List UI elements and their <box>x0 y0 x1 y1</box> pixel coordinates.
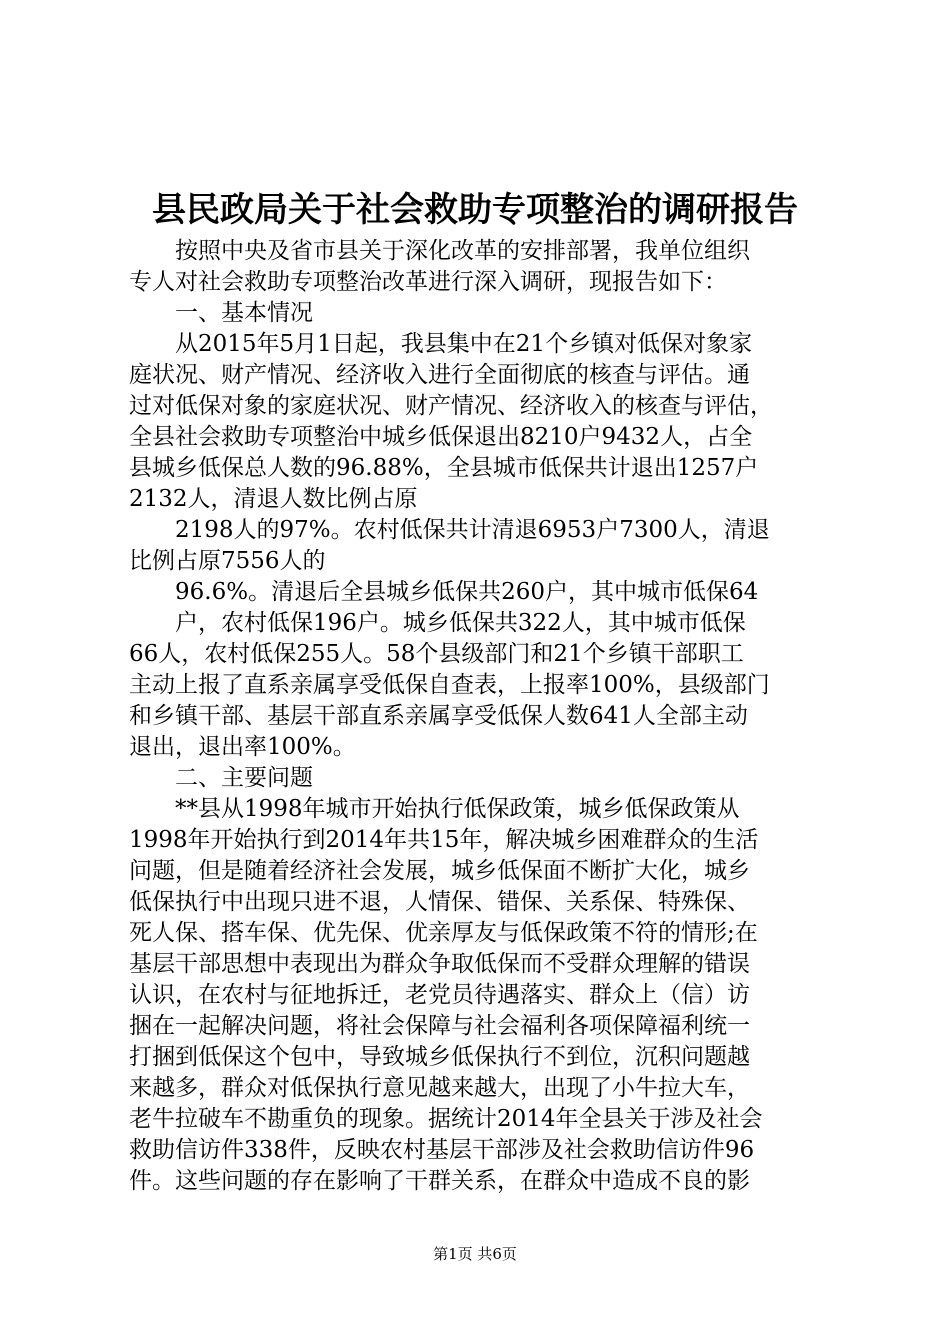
text-line: 打捆到低保这个包中，导致城乡低保执行不到位，沉积问题越 <box>129 1044 750 1070</box>
text-line: 死人保、搭车保、优先保、优亲厚友与低保政策不符的情形;在 <box>129 920 758 946</box>
text-line: 捆在一起解决问题，将社会保障与社会福利各项保障福利统一 <box>129 1013 750 1039</box>
text-line: 66人，农村低保255人。58个县级部门和21个乡镇干部职工 <box>129 641 744 667</box>
text-line: 救助信访件338件，反映农村基层干部涉及社会救助信访件96 <box>129 1137 755 1163</box>
text-line: 主动上报了直系亲属享受低保自查表，上报率100%，县级部门 <box>129 672 770 698</box>
document-body <box>129 236 829 1197</box>
text-line: 件。这些问题的存在影响了干群关系，在群众中造成不良的影 <box>129 1168 750 1194</box>
text-line: 基层干部思想中表现出为群众争取低保而不受群众理解的错误 <box>129 951 750 977</box>
text-line: 2132人，清退人数比例占原 <box>129 486 418 512</box>
text-line: 比例占原7556人的 <box>129 548 326 574</box>
text-line: 2198人的97%。农村低保共计清退6953户7300人，清退 <box>129 517 770 543</box>
text-line: 认识，在农村与征地拆迁，老党员待遇落实、群众上（信）访 <box>129 982 750 1008</box>
page-number: 第1页 共6页 <box>433 1245 517 1263</box>
text-line: 和乡镇干部、基层干部直系亲属享受低保人数641人全部主动 <box>129 703 748 729</box>
section-heading: 二、主要问题 <box>129 765 313 791</box>
text-line: 过对低保对象的家庭状况、财产情况、经济收入的核查与评估， <box>129 393 773 419</box>
text-line: 庭状况、财产情况、经济收入进行全面彻底的核查与评估。通 <box>129 362 750 388</box>
document-title: 县民政局关于社会救助专项整治的调研报告 <box>152 190 798 230</box>
section-heading: 一、基本情况 <box>129 300 313 326</box>
text-line: **县从1998年城市开始执行低保政策，城乡低保政策从 <box>129 796 740 822</box>
text-line: 专人对社会救助专项整治改革进行深入调研，现报告如下： <box>129 269 727 295</box>
text-line: 退出，退出率100%。 <box>129 734 356 760</box>
text-line: 问题，但是随着经济社会发展，城乡低保面不断扩大化，城乡 <box>129 858 750 884</box>
text-line: 老牛拉破车不勘重负的现象。据统计2014年全县关于涉及社会 <box>129 1106 763 1132</box>
text-line: 从2015年5月1日起，我县集中在21个乡镇对低保对象家 <box>129 331 753 357</box>
text-line: 户，农村低保196户。城乡低保共322人，其中城市低保 <box>129 610 746 636</box>
text-line: 来越多，群众对低保执行意见越来越大，出现了小牛拉大车， <box>129 1075 750 1101</box>
text-line: 县城乡低保总人数的96.88%，全县城市低保共计退出1257户 <box>129 455 759 481</box>
text-line: 96.6%。清退后全县城乡低保共260户，其中城市低保64 <box>129 579 759 605</box>
text-line: 全县社会救助专项整治中城乡低保退出8210户9432人，占全 <box>129 424 753 450</box>
text-line: 按照中央及省市县关于深化改革的安排部署，我单位组织 <box>129 238 750 264</box>
text-line: 低保执行中出现只进不退，人情保、错保、关系保、特殊保、 <box>129 889 750 915</box>
text-line: 1998年开始执行到2014年共15年，解决城乡困难群众的生活 <box>129 827 759 853</box>
